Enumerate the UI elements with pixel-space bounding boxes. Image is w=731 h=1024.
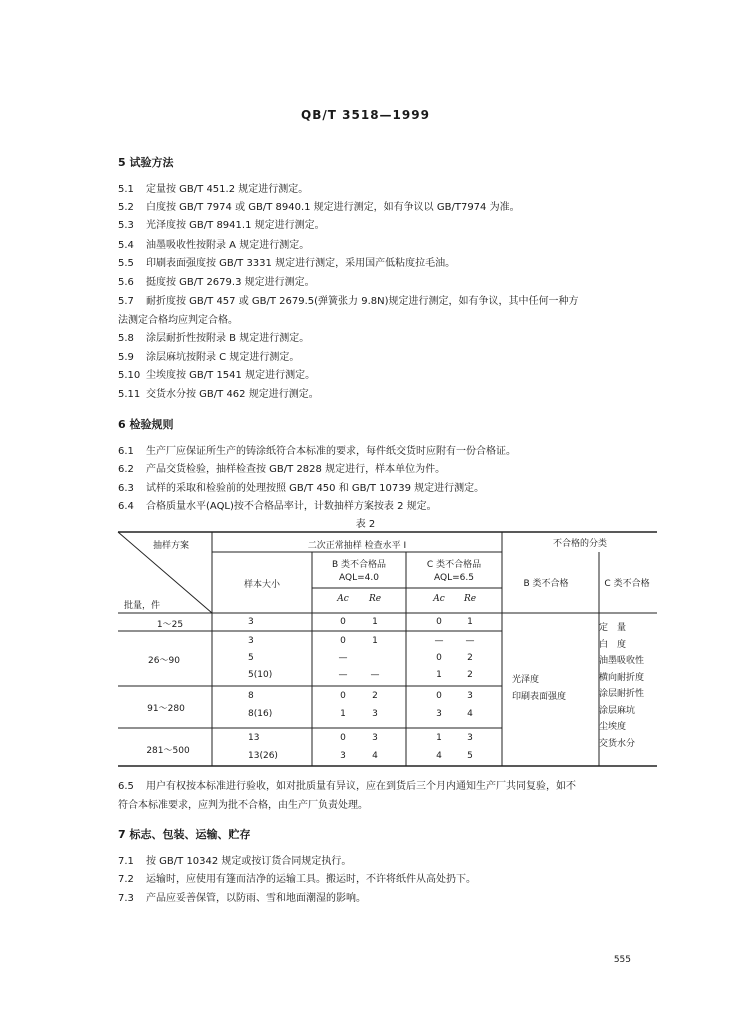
clause-number: 6.3 <box>118 483 134 494</box>
clause-number: 6.5 <box>118 781 134 792</box>
header-sample-size: 样本大小 <box>243 580 281 590</box>
class-c-item: 交货水分 <box>599 738 636 749</box>
b-re-cell: 1 <box>372 636 378 646</box>
clause-text: 产品交货检验，抽样检查按 GB/T 2828 规定进行，样本单位为件。 <box>146 464 446 475</box>
clause-text: 尘埃度按 GB/T 1541 规定进行测定。 <box>146 370 316 381</box>
clause-number: 5.1 <box>118 184 134 195</box>
c-ac-cell: 4 <box>436 751 442 761</box>
clause-number: 6.2 <box>118 464 134 475</box>
lot-size-cell: 26～90 <box>148 656 180 666</box>
header-class-b-aql: AQL=4.0 <box>339 573 379 583</box>
c-re-cell: 3 <box>467 691 473 701</box>
header-class-b: B 类不合格 <box>523 579 569 589</box>
b-re-cell: 3 <box>372 733 378 743</box>
clause-6-5-continuation: 符合本标准要求，应判为批不合格，由生产厂负责处理。 <box>118 800 368 811</box>
clause-text: 生产厂应保证所生产的铸涂纸符合本标准的要求，每件纸交货时应附有一份合格证。 <box>146 446 516 457</box>
sample-size-cell: 3 <box>248 636 254 646</box>
clause-text: 油墨吸收性按附录 A 规定进行测定。 <box>146 240 310 251</box>
clause-number: 5.4 <box>118 240 134 251</box>
b-ac-cell: 0 <box>340 691 346 701</box>
header-class-b-defectives: B 类不合格品 <box>331 560 387 570</box>
b-re-cell: 1 <box>372 617 378 627</box>
sample-size-cell: 8(16) <box>248 709 273 719</box>
header-class-c-aql: AQL=6.5 <box>434 573 474 583</box>
clause-text: 白度按 GB/T 7974 或 GB/T 8940.1 规定进行测定，如有争议以 GB/T7974 为准。 <box>146 202 520 213</box>
clause-number: 5.10 <box>118 370 141 381</box>
c-ac-cell: 1 <box>436 670 442 680</box>
clause-text: 涂层耐折性按附录 B 规定进行测定。 <box>146 333 310 344</box>
b-re-cell: 3 <box>372 709 378 719</box>
header-class-c: C 类不合格 <box>604 579 650 589</box>
clause-text: 试样的采取和检验前的处理按照 GB/T 450 和 GB/T 10739 规定进行测定。 <box>146 483 485 494</box>
c-re-cell: 3 <box>467 733 473 743</box>
clause-text: 运输时，应使用有篷而洁净的运输工具。搬运时，不许将纸件从高处扔下。 <box>146 874 476 885</box>
class-b-item: 光泽度 <box>512 675 540 685</box>
sample-size-cell: 13(26) <box>248 751 278 761</box>
lot-size-cell: 281～500 <box>146 746 190 756</box>
clause-number: 5.2 <box>118 202 134 213</box>
class-b-item: 印刷表面强度 <box>512 691 567 702</box>
clause-text: 按 GB/T 10342 规定或按订货合同规定执行。 <box>146 856 352 867</box>
class-c-item: 横向耐折度 <box>599 672 645 683</box>
b-re-cell: 4 <box>372 751 378 761</box>
b-ac-cell: — <box>338 653 348 663</box>
section-6-heading: 6 检验规则 <box>118 418 174 431</box>
b-ac-cell: 0 <box>340 733 346 743</box>
clause-text: 合格质量水平(AQL)按不合格品率计，计数抽样方案按表 2 规定。 <box>146 501 437 512</box>
class-c-items <box>599 620 644 752</box>
c-re-cell: 2 <box>467 670 473 680</box>
c-re-cell: 2 <box>467 653 473 663</box>
c-ac-cell: — <box>434 636 444 646</box>
clause-text: 定量按 GB/T 451.2 规定进行测定。 <box>146 184 309 195</box>
class-c-item: 定 量 <box>599 623 627 633</box>
sample-size-cell: 3 <box>248 617 254 627</box>
page-number: 555 <box>613 955 631 965</box>
clause-6-5 <box>118 777 576 792</box>
class-c-item: 涂层耐折性 <box>599 689 645 699</box>
clause-text: 挺度按 GB/T 2679.3 规定进行测定。 <box>146 277 315 288</box>
clause-number: 6.4 <box>118 501 134 512</box>
header-class-c-defectives: C 类不合格品 <box>426 560 482 570</box>
c-re-cell: — <box>465 636 475 646</box>
c-ac-cell: 0 <box>436 691 442 701</box>
sample-size-cell: 8 <box>248 691 254 701</box>
b-ac-cell: — <box>338 670 348 680</box>
class-c-item: 尘埃度 <box>599 722 627 732</box>
class-c-item: 油墨吸收性 <box>599 656 645 666</box>
c-re-cell: 5 <box>467 751 473 761</box>
header-b-ac: Ac <box>337 594 349 604</box>
c-ac-cell: 0 <box>436 617 442 627</box>
b-ac-cell: 3 <box>340 751 346 761</box>
header-b-re: Re <box>368 594 382 604</box>
clause-number: 5.11 <box>118 389 141 400</box>
b-ac-cell: 0 <box>340 617 346 627</box>
clause-7-1 <box>118 852 351 867</box>
clause-5-7-continuation: 法测定合格均应判定合格。 <box>118 315 238 326</box>
sample-size-cell: 13 <box>248 733 260 743</box>
header-nonconformity-class: 不合格的分类 <box>552 539 608 549</box>
b-re-cell: 2 <box>372 691 378 701</box>
header-plan: 二次正常抽样 检查水平 I <box>307 541 407 551</box>
lot-size-cell: 1～25 <box>156 620 184 630</box>
sample-size-cell: 5 <box>248 653 254 663</box>
header-c-re: Re <box>463 594 477 604</box>
c-re-cell: 4 <box>467 709 473 719</box>
table-caption: 表 2 <box>355 519 376 530</box>
clause-7-2 <box>118 870 476 885</box>
clause-number: 5.8 <box>118 333 134 344</box>
clause-text: 耐折度按 GB/T 457 或 GB/T 2679.5(弹簧张力 9.8N)规定进行测定，如有争议，其中任何一种方 <box>146 296 579 307</box>
class-c-item: 白 度 <box>599 639 627 650</box>
clause-text: 印刷表面强度按 GB/T 3331 规定进行测定，采用国产低粘度拉毛油。 <box>146 258 456 269</box>
clause-number: 5.7 <box>118 296 134 307</box>
clause-number: 7.2 <box>118 874 134 885</box>
lot-size-cell: 91～280 <box>147 704 185 714</box>
b-ac-cell: 0 <box>340 636 346 646</box>
c-ac-cell: 0 <box>436 653 442 663</box>
clause-number: 7.3 <box>118 893 134 904</box>
clause-number: 5.3 <box>118 220 134 231</box>
clause-number: 7.1 <box>118 856 134 867</box>
clause-text: 交货水分按 GB/T 462 规定进行测定。 <box>146 389 319 400</box>
header-c-ac: Ac <box>433 594 445 604</box>
section-7-heading: 7 标志、包装、运输、贮存 <box>118 828 251 841</box>
clause-text: 用户有权按本标准进行验收，如对批质量有异议，应在到货后三个月内通知生产厂共同复验，如不 <box>146 781 576 792</box>
sample-size-cell: 5(10) <box>248 670 273 680</box>
clause-number: 5.5 <box>118 258 134 269</box>
clause-text: 涂层麻坑按附录 C 规定进行测定。 <box>146 352 300 363</box>
corner-header-lot-size: 批量，件 <box>124 601 161 611</box>
section-5-heading: 5 试验方法 <box>118 156 174 169</box>
class-c-item: 涂层麻坑 <box>599 705 636 716</box>
clause-7-3 <box>118 889 366 904</box>
corner-header-sampling-plan: 抽样方案 <box>153 541 190 551</box>
c-ac-cell: 3 <box>436 709 442 719</box>
b-re-cell: — <box>370 670 380 680</box>
class-b-items <box>512 672 566 705</box>
clause-text: 产品应妥善保管，以防雨、雪和地面潮湿的影响。 <box>146 893 366 904</box>
c-ac-cell: 1 <box>436 733 442 743</box>
c-re-cell: 1 <box>467 617 473 627</box>
b-ac-cell: 1 <box>340 709 346 719</box>
clause-number: 6.1 <box>118 446 134 457</box>
clause-text: 光泽度按 GB/T 8941.1 规定进行测定。 <box>146 220 325 231</box>
clause-number: 5.6 <box>118 277 134 288</box>
clause-number: 5.9 <box>118 352 134 363</box>
document-header: QB/T 3518—1999 <box>301 108 430 122</box>
